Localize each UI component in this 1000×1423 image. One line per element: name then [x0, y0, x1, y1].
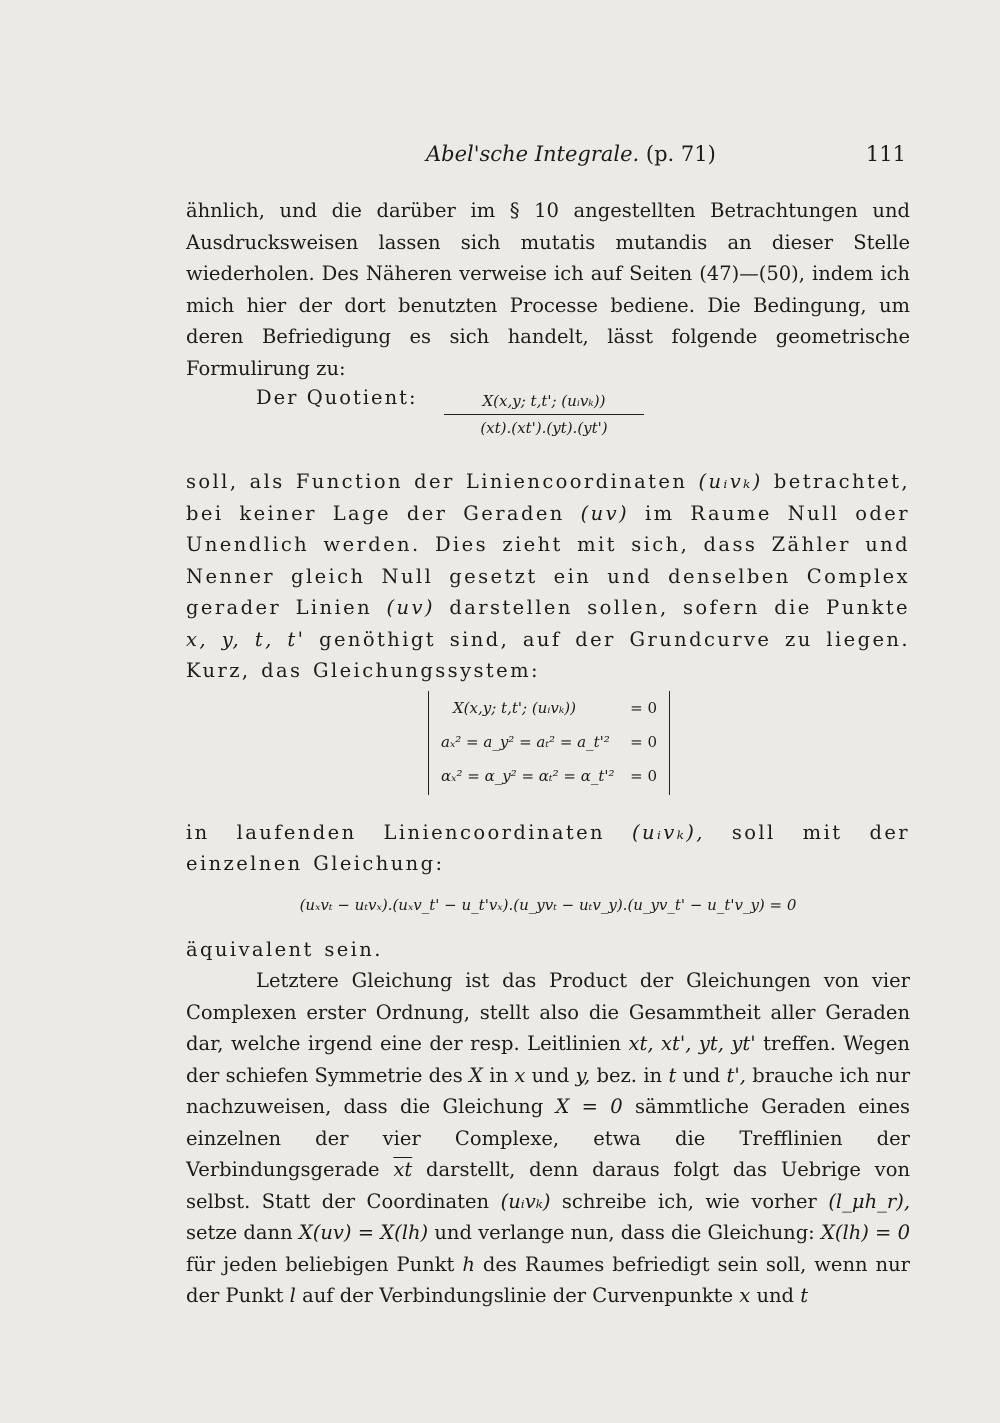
system-row-3-rhs: = 0: [630, 766, 657, 785]
para2-math-2: (uv): [580, 501, 630, 525]
para5-text-10: schreibe ich, wie vorher: [561, 1189, 817, 1213]
para3-text-2: soll mit der einzelnen Gleichung:: [186, 820, 910, 875]
para2-math-4: x, y, t, t': [186, 627, 306, 651]
para2-math-3: (uv): [386, 596, 435, 619]
system-row-2: [429, 725, 669, 759]
para5-math-15: x: [739, 1284, 751, 1307]
paragraph-1: ähnlich, und die darüber im § 10 angestellten Betrachtungen und Ausdrucksweisen lassen sich mutatis mutandis an dieser Stelle wiederholen. Des Näheren verweise ich auf Seiten (47)—(50), indem ich mich hier der dort benutzten Processe bediene. Die Bedingung, um deren Befriedigung es sich handelt, lässt folgende geometrische Formulirung zu:: [186, 199, 910, 380]
running-header: [186, 142, 910, 172]
para5-text-11: setze dann: [186, 1221, 293, 1244]
equation-system: [186, 691, 910, 807]
para5-text-13: für jeden beliebigen Punkt: [186, 1252, 455, 1276]
para5-math-13: h: [462, 1252, 475, 1276]
quotient-denominator: (xt).(xt').(yt).(yt'): [480, 419, 608, 437]
para5-text-3: in: [489, 1063, 509, 1087]
para5-text-14: des Raumes befriedigt sein soll, wenn nur der Punkt: [186, 1252, 910, 1307]
para5-math-3: x: [514, 1063, 526, 1087]
paragraph-4: äquivalent sein.: [186, 937, 383, 961]
para3-math-1: (uᵢvₖ),: [632, 820, 705, 844]
para5-text-4: und: [531, 1063, 570, 1087]
para5-text-12: und verlange nun, dass die Gleichung:: [434, 1221, 815, 1244]
system-row-3-lhs: αₓ² = α_y² = αₜ² = α_t'²: [441, 766, 615, 785]
header-title-ref: (p. 71): [645, 142, 716, 166]
para5-text-5: bez. in: [596, 1063, 663, 1087]
para5-math-5: t: [668, 1063, 677, 1087]
quotient-block: [186, 384, 910, 466]
para5-math-12: X(lh) = 0: [820, 1221, 911, 1244]
para5-math-2: X: [469, 1063, 483, 1087]
system-row-1: [429, 691, 669, 725]
para2-math-1: (uᵢvₖ): [698, 470, 763, 493]
paragraph-3: [186, 817, 910, 880]
para5-math-10: (l_μh_r),: [828, 1189, 911, 1213]
system-row-3: [429, 759, 669, 793]
para5-text-16: und: [756, 1284, 795, 1307]
para5-text-2: treffen. Wegen der schiefen Symmetrie des: [186, 1032, 910, 1087]
para3-text-1: in laufenden Liniencoordinaten: [186, 820, 605, 844]
system-row-1-rhs: = 0: [630, 698, 657, 717]
para5-math-14: l: [289, 1284, 296, 1307]
quotient-numerator: X(x,y; t,t'; (uᵢvₖ)): [444, 392, 644, 415]
header-title-italic: Abel'sche Integrale.: [426, 142, 640, 166]
para5-math-9: (uᵢvₖ): [500, 1189, 551, 1213]
quotient-label: Der Quotient:: [256, 386, 418, 409]
system-row-2-lhs: aₓ² = a_y² = aₜ² = a_t'²: [441, 732, 610, 751]
page-number: 111: [865, 142, 906, 166]
para5-math-4: y,: [575, 1063, 591, 1087]
product-equation: (uₓvₜ − uₜvₓ).(uₓv_t' − u_t'vₓ).(u_yvₜ − uₜv_y).(u_yv_t' − u_t'v_y) = 0: [299, 895, 797, 914]
para5-text-6: und: [682, 1063, 721, 1087]
para2-text-1: soll, als Function der Liniencoordinaten: [186, 470, 688, 493]
para5-text-8: sämmtliche Geraden eines einzelnen der vier Complexe, etwa die Trefflinien der Verbindungsgerade: [186, 1095, 911, 1181]
para5-math-7: X = 0: [555, 1095, 623, 1118]
para2-text-4: darstellen sollen, sofern die Punkte: [449, 596, 910, 619]
para5-text-1: Letztere Gleichung ist das Product der Gleichungen von vier Complexen erster Ordnung, stellt also die Gesammtheit aller Geraden dar, welche irgend eine der resp. Leitlinien: [186, 969, 910, 1055]
para5-math-1: xt, xt', yt, yt': [628, 1032, 756, 1055]
paragraph-2: [186, 466, 910, 687]
para5-text-9: darstellt, denn daraus folgt das Uebrige von selbst. Statt der Coordinaten: [186, 1158, 910, 1213]
system-brackets: [428, 691, 670, 795]
para5-math-11: X(uv) = X(lh): [298, 1221, 429, 1244]
para2-text-5: genöthigt sind, auf der Grundcurve zu liegen. Kurz, das Gleichungssystem:: [186, 627, 910, 682]
para5-text-7: brauche ich nur nachzuweisen, dass die Gleichung: [186, 1063, 911, 1118]
para2-text-2: betrachtet, bei keiner Lage der Geraden: [186, 470, 910, 525]
para5-text-15: auf der Verbindungslinie der Curvenpunkte: [302, 1284, 734, 1307]
paragraph-5: [186, 965, 910, 1312]
system-row-2-rhs: = 0: [630, 732, 657, 751]
para5-math-16: t: [800, 1284, 809, 1307]
header-title: [426, 142, 716, 166]
para2-text-3: im Raume Null oder Unendlich werden. Dies zieht mit sich, dass Zähler und Nenner gleich Null gesetzt ein und denselben Complex gerader Linien: [186, 501, 910, 619]
para5-math-8: $\overline{xt}$: [393, 1158, 413, 1181]
quotient-fraction: [444, 392, 644, 437]
page-body: [186, 195, 910, 1312]
para5-math-6: t',: [726, 1063, 746, 1087]
system-row-1-lhs: X(x,y; t,t'; (uᵢvₖ)): [453, 698, 577, 717]
